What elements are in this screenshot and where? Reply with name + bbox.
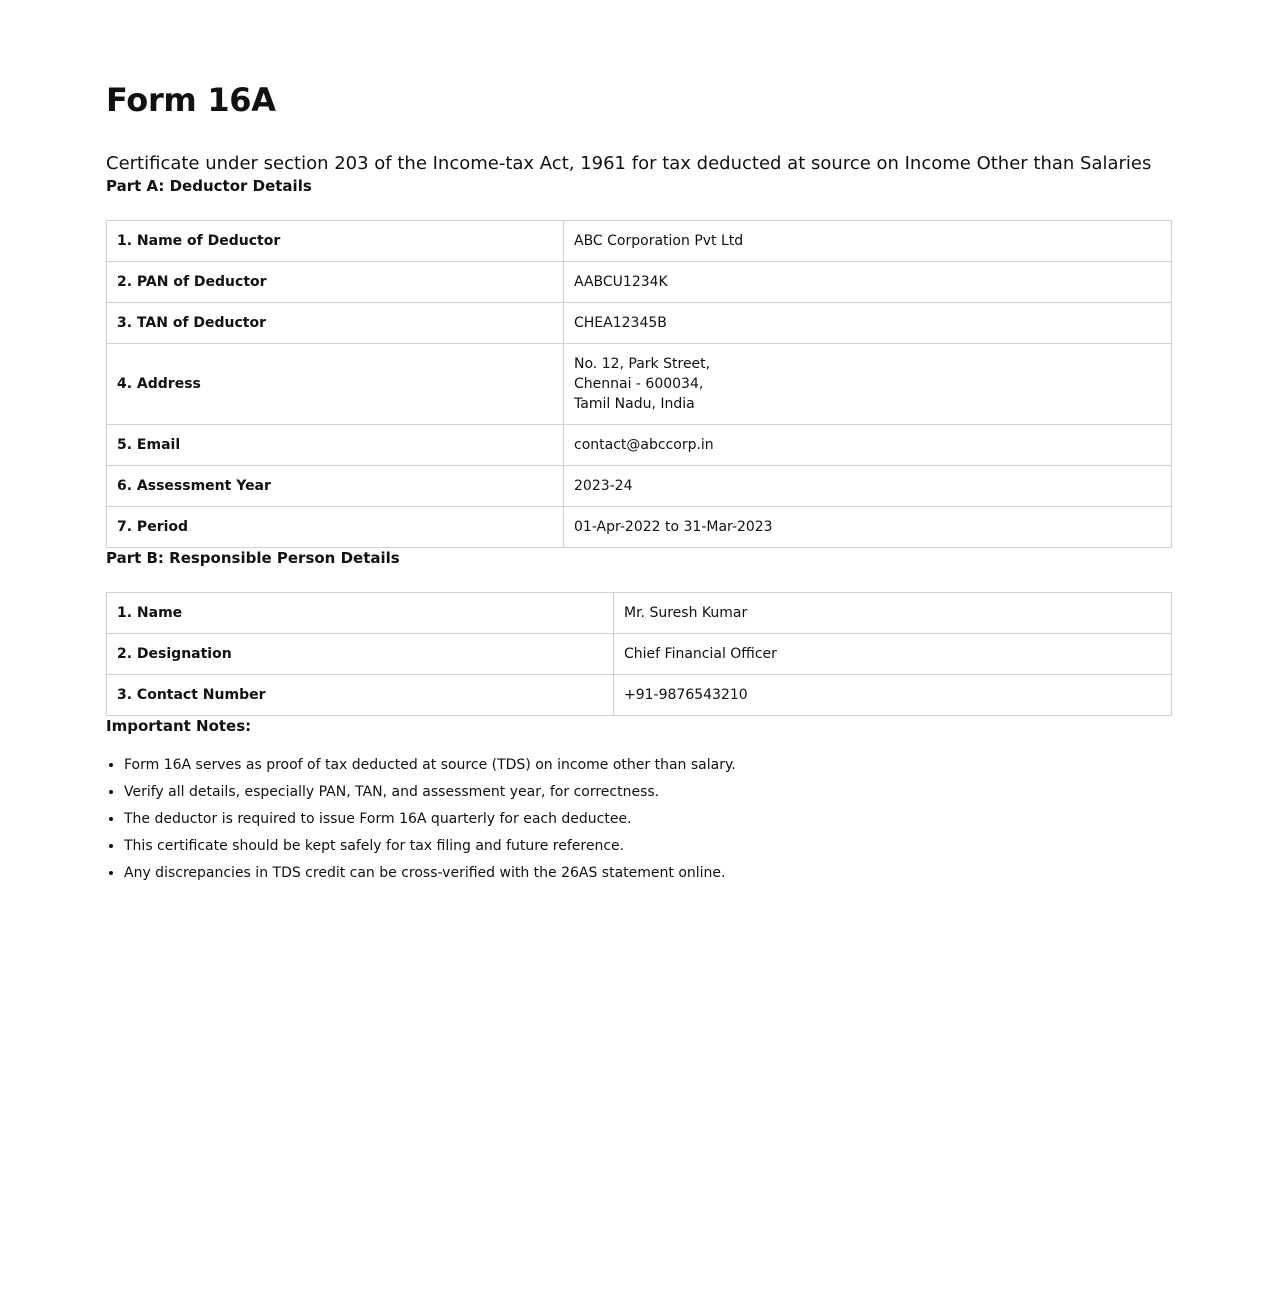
row-value-period: 01-Apr-2022 to 31-Mar-2023 (564, 507, 1172, 548)
table-row (107, 303, 1172, 344)
row-label-pan: 2. PAN of Deductor (107, 262, 564, 303)
row-label-designation: 2. Designation (107, 634, 614, 675)
row-label-period: 7. Period (107, 507, 564, 548)
address-line: Chennai - 600034, (574, 376, 704, 392)
row-value-contact-number: +91-9876543210 (614, 675, 1172, 716)
row-value-name: Mr. Suresh Kumar (614, 593, 1172, 634)
table-row (107, 675, 1172, 716)
row-value-name-of-deductor: ABC Corporation Pvt Ltd (564, 221, 1172, 262)
list-item: • This certificate should be kept safely for tax filing and future reference. (124, 833, 1172, 860)
table-row (107, 221, 1172, 262)
list-item: • Any discrepancies in TDS credit can be cross-verified with the 26AS statement online. (124, 860, 1172, 887)
page-subtitle: Certificate under section 203 of the Income-tax Act, 1961 for tax deducted at source on Income Other than Salaries (106, 153, 1152, 174)
row-label-contact-number: 3. Contact Number (107, 675, 614, 716)
list-item: • The deductor is required to issue Form 16A quarterly for each deductee. (124, 806, 1172, 833)
page-title: Form 16A (106, 81, 276, 119)
row-label-tan: 3. TAN of Deductor (107, 303, 564, 344)
table-row (107, 262, 1172, 303)
deductor-details-table (106, 220, 1172, 548)
list-item: • Form 16A serves as proof of tax deducted at source (TDS) on income other than salary. (124, 752, 1172, 779)
row-label-name: 1. Name (107, 593, 614, 634)
row-label-assessment-year: 6. Assessment Year (107, 466, 564, 507)
notes-heading: Important Notes: (106, 717, 252, 735)
row-value-pan: AABCU1234K (564, 262, 1172, 303)
form-page (106, 0, 1172, 887)
row-value-address (564, 344, 1172, 425)
row-label-name-of-deductor: 1. Name of Deductor (107, 221, 564, 262)
row-label-email: 5. Email (107, 425, 564, 466)
row-value-assessment-year: 2023-24 (564, 466, 1172, 507)
part-b-heading: Part B: Responsible Person Details (106, 549, 400, 567)
row-label-address: 4. Address (107, 344, 564, 425)
part-a-heading: Part A: Deductor Details (106, 177, 312, 195)
list-item: • Verify all details, especially PAN, TAN, and assessment year, for correctness. (124, 779, 1172, 806)
address-line: No. 12, Park Street, (574, 356, 711, 372)
table-row (107, 466, 1172, 507)
address-line: Tamil Nadu, India (574, 396, 695, 412)
row-value-tan: CHEA12345B (564, 303, 1172, 344)
table-row (107, 593, 1172, 634)
table-row (107, 344, 1172, 425)
table-row (107, 634, 1172, 675)
table-row (107, 425, 1172, 466)
notes-list (106, 752, 1172, 887)
row-value-designation: Chief Financial Officer (614, 634, 1172, 675)
row-value-email: contact@abccorp.in (564, 425, 1172, 466)
responsible-person-table (106, 592, 1172, 716)
table-row (107, 507, 1172, 548)
